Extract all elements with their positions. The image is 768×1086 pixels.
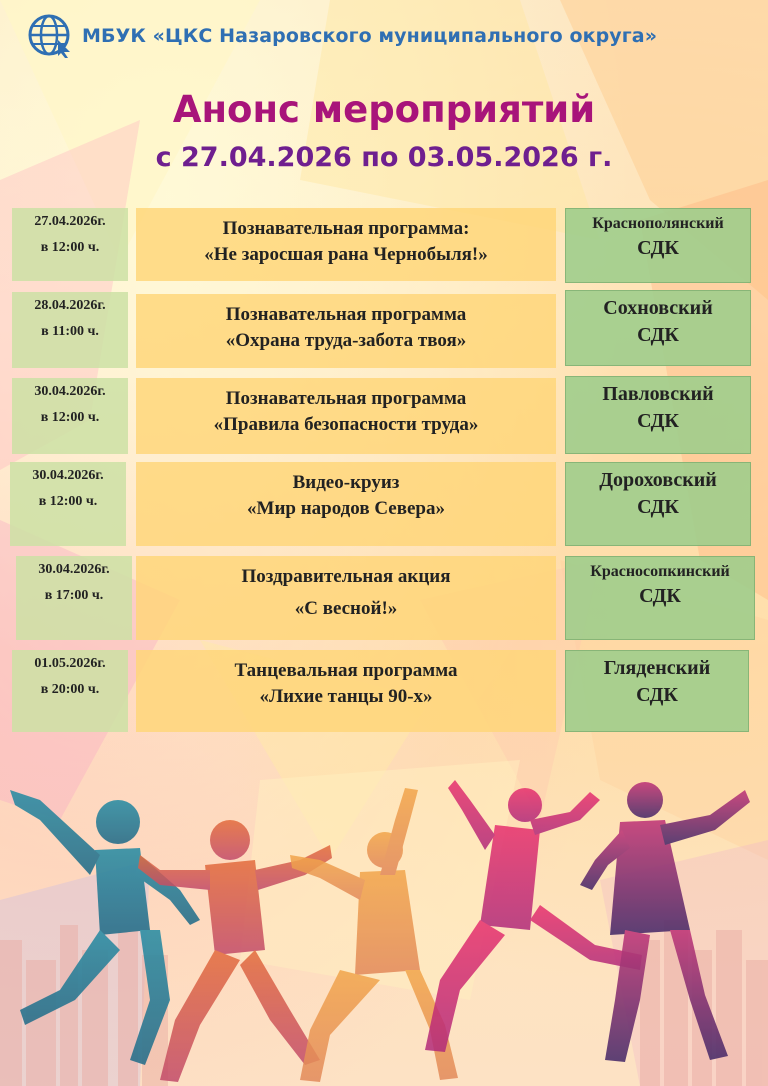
- event-title-cell: [136, 294, 556, 368]
- dancers-illustration: [0, 760, 768, 1086]
- organization-name: МБУК «ЦКС Назаровского муниципального округа»: [82, 25, 658, 47]
- event-time: в 12:00 ч.: [40, 240, 100, 256]
- venue-name: Павловский: [602, 383, 714, 405]
- venue-name: Красносопкинский: [590, 563, 730, 580]
- event-title-cell: [136, 378, 556, 454]
- event-name: «Охрана труда-забота твоя»: [225, 329, 467, 351]
- venue-name: Сохновский: [603, 297, 713, 319]
- event-type: Танцевальная программа: [234, 660, 458, 681]
- event-type: Познавательная программа: [225, 388, 467, 409]
- venue-type: СДК: [637, 236, 679, 259]
- event-name: «Лихие танцы 90-х»: [259, 685, 433, 707]
- venue-type: СДК: [637, 324, 679, 346]
- event-date-cell: [12, 378, 128, 454]
- event-time: в 12:00 ч.: [38, 494, 98, 510]
- venue-cell: [565, 290, 751, 366]
- event-date-cell: [12, 292, 128, 368]
- venue-cell: [565, 376, 751, 454]
- venue-type: СДК: [639, 584, 681, 607]
- event-type: Познавательная программа: [225, 304, 467, 325]
- venue-cell: [565, 650, 749, 732]
- globe-icon: [28, 14, 72, 58]
- dancer-silhouette: [10, 790, 200, 1065]
- event-time: в 20:00 ч.: [40, 682, 100, 698]
- event-date-cell: [12, 208, 128, 281]
- event-date-cell: [16, 556, 132, 640]
- event-type: Видео-круиз: [292, 472, 400, 493]
- event-date-cell: [10, 462, 126, 546]
- dancer-silhouette: [425, 780, 642, 1052]
- event-title-cell: [136, 556, 556, 640]
- venue-name: Краснополянский: [592, 215, 724, 232]
- venue-cell: [565, 462, 751, 546]
- dancer-silhouette: [580, 782, 750, 1062]
- event-date: 30.04.2026г.: [32, 468, 104, 483]
- event-name: «Не заросшая рана Чернобыля!»: [204, 243, 488, 265]
- venue-cell: [565, 208, 751, 283]
- event-time: в 17:00 ч.: [44, 588, 104, 604]
- venue-name: Гляденский: [603, 657, 711, 679]
- date-range: с 27.04.2026 по 03.05.2026 г.: [155, 142, 613, 173]
- event-date: 27.04.2026г.: [34, 214, 106, 229]
- venue-cell: [565, 556, 755, 640]
- event-title-cell: [136, 650, 556, 732]
- venue-type: СДК: [637, 410, 679, 432]
- venue-name: Дороховский: [599, 469, 717, 491]
- event-title-cell: [136, 208, 556, 281]
- event-time: в 11:00 ч.: [41, 324, 99, 340]
- event-time: в 12:00 ч.: [40, 410, 100, 426]
- event-type: Познавательная программа:: [222, 218, 470, 239]
- event-date: 28.04.2026г.: [34, 298, 106, 313]
- event-name: «С весной!»: [294, 597, 398, 619]
- event-title-cell: [136, 462, 556, 546]
- header: [28, 14, 657, 58]
- event-date: 30.04.2026г.: [34, 384, 106, 399]
- event-name: «Мир народов Севера»: [247, 497, 445, 519]
- page-title: Анонс мероприятий: [172, 88, 596, 131]
- event-date: 30.04.2026г.: [38, 562, 110, 577]
- event-date: 01.05.2026г.: [34, 656, 106, 671]
- event-name: «Правила безопасности труда»: [213, 413, 479, 435]
- event-date-cell: [12, 650, 128, 732]
- venue-type: СДК: [637, 496, 679, 518]
- event-type: Поздравительная акция: [241, 566, 451, 587]
- venue-type: СДК: [636, 684, 678, 706]
